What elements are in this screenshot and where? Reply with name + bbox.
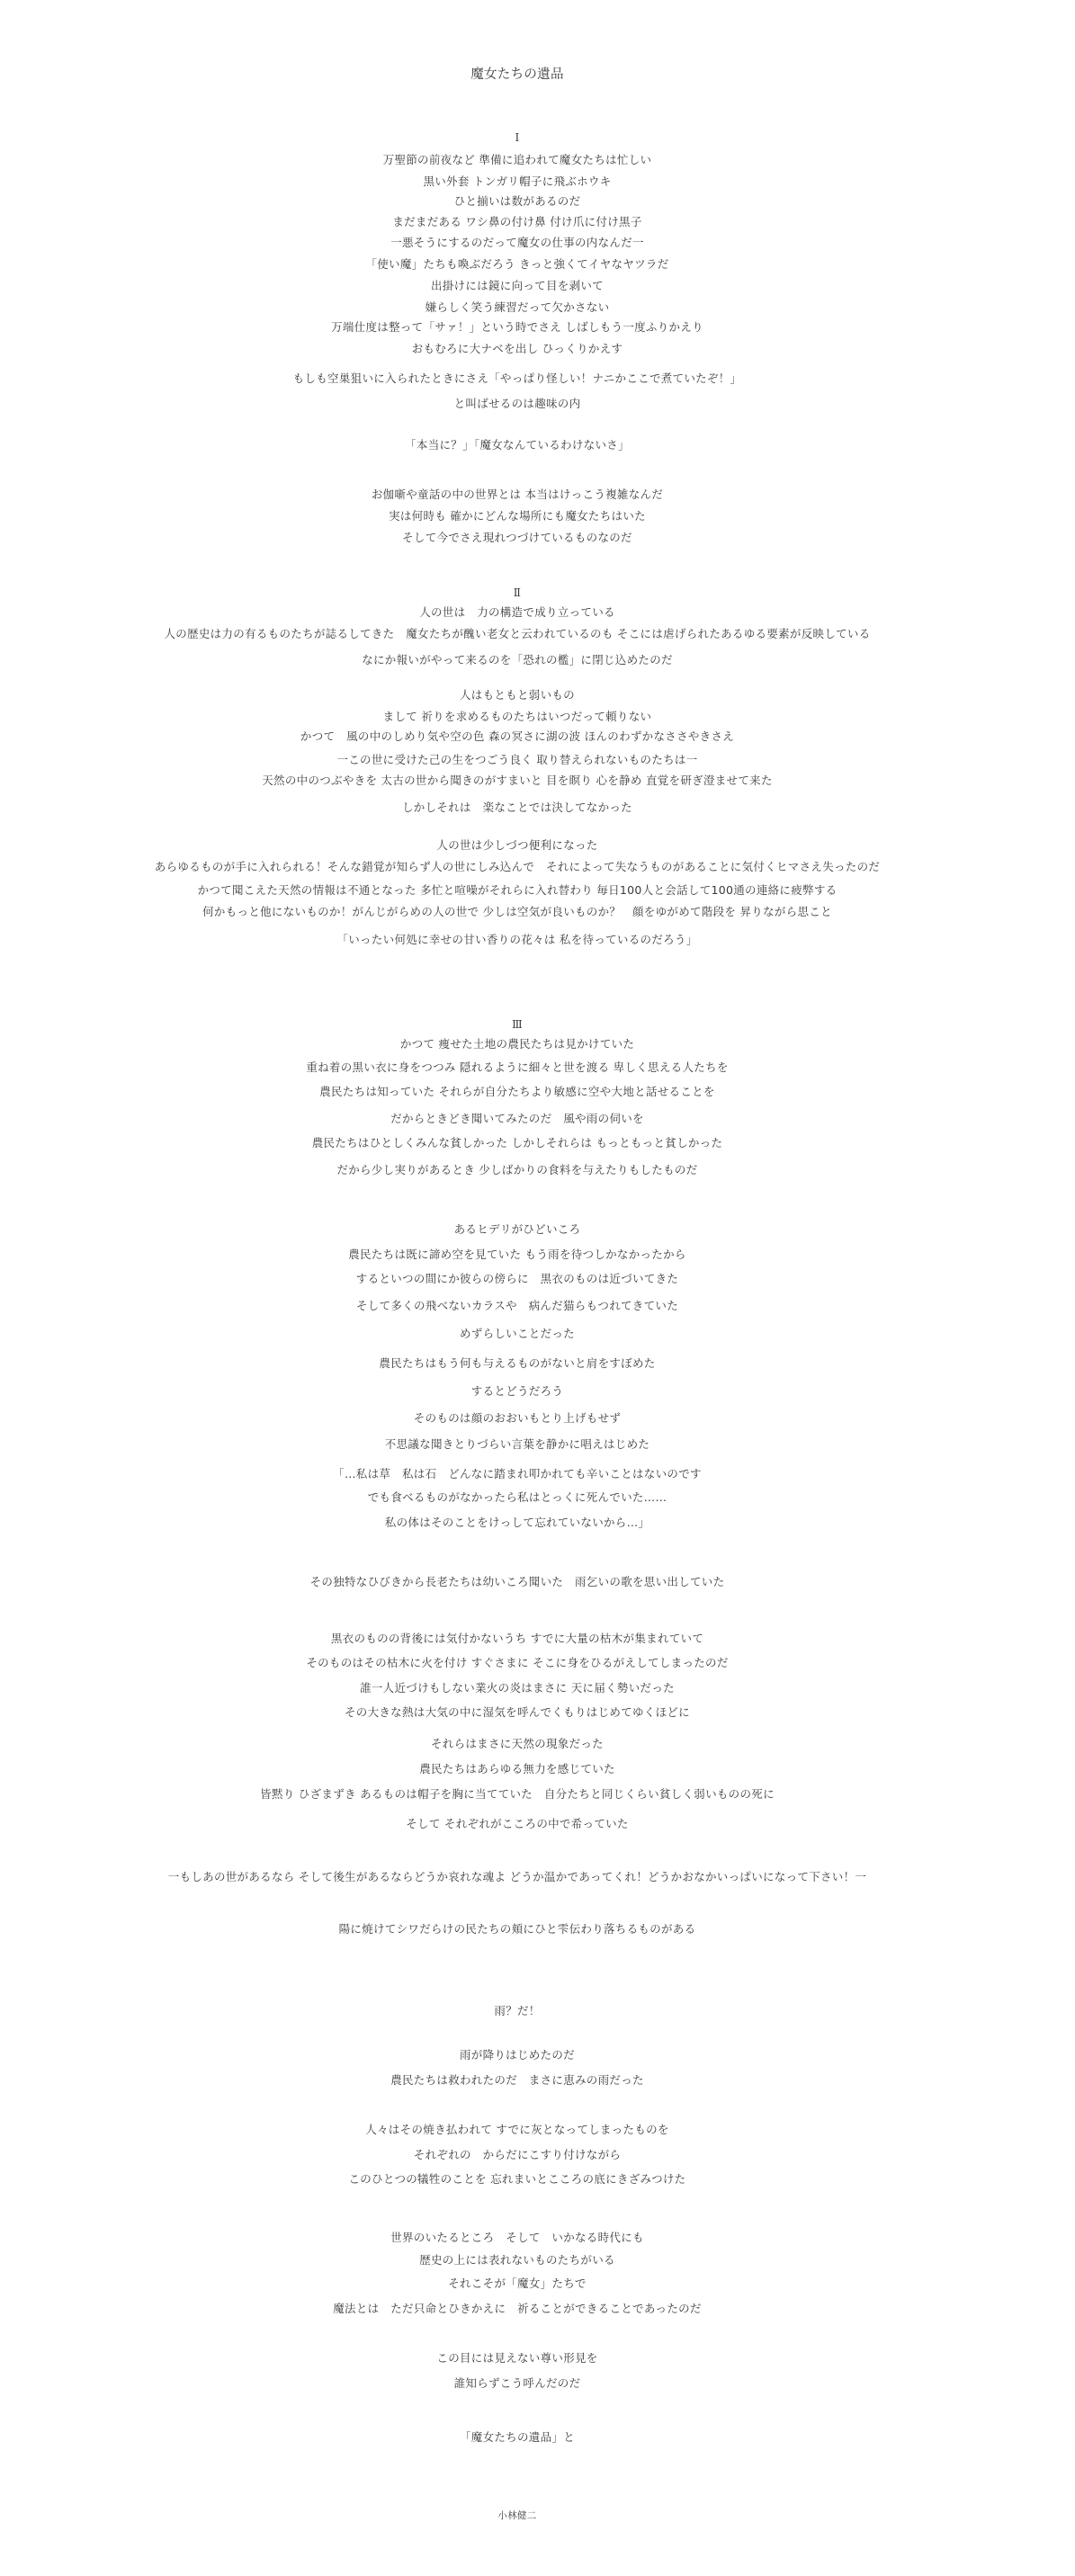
poem-line: 人の世は 力の構造で成り立っている bbox=[419, 605, 615, 619]
poem-line: 一もしあの世があるなら そして後生があるならどうか哀れな魂よ どうか温かであってくれ！どうかおなかいっぱいになって下さい！一 bbox=[167, 1870, 867, 1883]
section-numeral: Ⅱ bbox=[513, 586, 522, 599]
poem-line: おもむろに大ナベを出し ひっくりかえす bbox=[411, 342, 623, 355]
poem-line: そして今でさえ現れつづけているものなのだ bbox=[402, 531, 632, 544]
poem-line: そして多くの飛べないカラスや 病んだ猫らもつれてきていた bbox=[355, 1299, 679, 1312]
poem-line: でも食べるものがなかったら私はとっくに死んでいた…… bbox=[367, 1490, 667, 1504]
poem-line: その大きな熱は大気の中に湿気を呼んでくもりはじめてゆくほどに bbox=[344, 1705, 690, 1719]
poem-line: 「本当に？」「魔女なんているわけないさ」 bbox=[405, 438, 630, 452]
poem-line: 農民たちはあらゆる無力を感じていた bbox=[419, 1762, 615, 1775]
poem-line: 皆黙り ひざまずき あるものは帽子を胸に当てていた 自分たちと同じくらい貧しく弱いものの死に bbox=[260, 1787, 775, 1801]
poem-line: 世界のいたるところ そして いかなる時代にも bbox=[390, 2231, 644, 2244]
poem-line: 万端仕度は整って「サァ！」という時でさえ しばしもう一度ふりかえり bbox=[331, 320, 703, 334]
poem-line: 農民たちは救われたのだ まさに恵みの雨だった bbox=[390, 2073, 644, 2087]
poem-line: そのものは顔のおおいもとり上げもせず bbox=[413, 1411, 622, 1425]
poem-line: あらゆるものが手に入れられる！そんな錯覚が知らず人の世にしみ込んで それによって失なうものがあることに気付くヒマさえ失ったのだ bbox=[154, 860, 881, 873]
poem-line: 一悪そうにするのだって魔女の仕事の内なんだ一 bbox=[390, 236, 644, 249]
poem-line: しかしそれは 楽なことでは決してなかった bbox=[401, 801, 632, 814]
poem-line: あるヒデリがひどいころ bbox=[453, 1222, 581, 1236]
poem-line: このひとつの犠牲のことを 忘れまいとこころの底にきざみつけた bbox=[348, 2172, 686, 2186]
poem-line: 何かもっと他にないものか！がんじがらめの人の世で 少しは空気が良いものか？ 顔をゆがめて階段を 昇りながら思こと bbox=[202, 905, 832, 918]
poem-line: 「いったい何処に幸せの甘い香りの花々は 私を待っているのだろう」 bbox=[336, 933, 698, 946]
poem-line: 農民たちは既に諦め空を見ていた もう雨を待つしかなかったから bbox=[348, 1248, 686, 1261]
poem-line: だからときどき聞いてみたのだ 風や雨の伺いを bbox=[390, 1112, 644, 1125]
poem-line: お伽噺や童話の中の世界とは 本当はけっこう複雑なんだ bbox=[371, 487, 664, 501]
poem-line: もしも空巣狙いに入られたときにさえ「やっぱり怪しい！ナニかここで煮ていたぞ！」 bbox=[292, 371, 742, 385]
poem-line: かつて 風の中のしめり気や空の色 森の冥さに湖の波 ほんのわずかなささやきさえ bbox=[300, 729, 735, 743]
poem-line: 誰一人近づけもしない業火の炎はまさに 天に届く勢いだった bbox=[360, 1681, 675, 1695]
poem-line: 誰知らずこう呼んだのだ bbox=[453, 2376, 581, 2390]
poem-line: 不思議な聞きとりづらい言葉を静かに唱えはじめた bbox=[384, 1437, 650, 1451]
poem-line: それらはまさに天然の現象だった bbox=[430, 1737, 604, 1750]
poem-line: 人々はその焼き払われて すでに灰となってしまったものを bbox=[365, 2123, 669, 2136]
poem-line: 人の歴史は力の有るものたちが誌るしてきた 魔女たちが醜い老女と云われているのも そこには虐げられたあるゆる要素が反映している bbox=[164, 627, 871, 640]
poem-line: 人はもともと弱いもの bbox=[459, 688, 575, 702]
poem-line: 一この世に受けた己の生をつごう良く 取り替えられないものたちは一 bbox=[336, 753, 698, 766]
poem-line: 「…私は草 私は石 どんなに踏まれ叩かれても辛いことはないのです bbox=[333, 1467, 702, 1480]
poem-line: ひと揃いは数があるのだ bbox=[453, 194, 581, 208]
poem-line: 私の体はそのことをけっして忘れていないから…」 bbox=[384, 1516, 650, 1529]
poem-title: 魔女たちの遺品 bbox=[470, 67, 564, 82]
poem-line: かつて 痩せた土地の農民たちは見かけていた bbox=[399, 1037, 635, 1051]
poem-line: 歴史の上には表れないものたちがいる bbox=[419, 2253, 615, 2267]
poem-line: そのものはその枯木に火を付け すぐさまに そこに身をひるがえしてしまったのだ bbox=[306, 1656, 729, 1669]
section-numeral: Ⅰ bbox=[515, 131, 520, 144]
poem-line: それこそが「魔女」たちで bbox=[448, 2276, 587, 2290]
poem-line: 「使い魔」たちも喚ぶだろう きっと強くてイヤなヤツラだ bbox=[365, 257, 669, 271]
poem-line: 農民たちはひとしくみんな貧しかった しかしそれらは もっともっと貧しかった bbox=[311, 1136, 723, 1149]
poem-line: 黒衣のものの背後には気付かないうち すでに大量の枯木が集まれていて bbox=[330, 1632, 704, 1645]
poem-line: 農民たちはもう何も与えるものがないと肩をすぼめた bbox=[379, 1356, 656, 1370]
poem-line: 出掛けには鏡に向って目を剥いて bbox=[430, 279, 604, 292]
poem-line: その独特なひびきから長老たちは幼いころ聞いた 雨乞いの歌を思い出していた bbox=[309, 1575, 725, 1588]
poem-line: なにか報いがやって来るのを「恐れの檻」に閉じ込めたのだ bbox=[362, 653, 673, 666]
poem-line: 黒い外套 トンガリ帽子に飛ぶホウキ bbox=[423, 174, 612, 188]
poem-line: 陽に焼けてシワだらけの民たちの頬にひと雫伝わり落ちるものがある bbox=[338, 1922, 696, 1936]
poem-line: この目には見えない尊い形見を bbox=[436, 2351, 598, 2365]
poem-line: かつて聞こえた天然の情報は不通となった 多忙と喧噪がそれらに入れ替わり 毎日100人と会話して100通の連絡に疲弊する bbox=[197, 883, 838, 897]
poem-line: まして 祈りを求めるものたちはいつだって頼りない bbox=[382, 710, 652, 723]
poem-line: それぞれの からだにこすり付けながら bbox=[413, 2148, 622, 2161]
poem-line: 万聖節の前夜など 準備に追われて魔女たちは忙しい bbox=[382, 153, 652, 166]
poem-line: そして それぞれがこころの中で希っていた bbox=[406, 1817, 629, 1830]
poem-line: 雨？だ！ bbox=[494, 2004, 541, 2017]
poem-line: 農民たちは知っていた それらが自分たちより敏感に空や大地と話せることを bbox=[319, 1085, 715, 1098]
poem-line: だから少し実りがあるとき 少しばかりの食料を与えたりもしたものだ bbox=[336, 1163, 698, 1176]
author-name: 小林健二 bbox=[497, 2510, 537, 2521]
poem-line: するとどうだろう bbox=[470, 1384, 564, 1398]
poem-line: 雨が降りはじめたのだ bbox=[459, 2048, 575, 2062]
poem-line: 実は何時も 確かにどんな場所にも魔女たちはいた bbox=[389, 509, 646, 523]
poem-line: 重ね着の黒い衣に身をつつみ 隠れるように細々と世を渡る 卑しく思える人たちを bbox=[306, 1060, 729, 1074]
section-numeral: Ⅲ bbox=[512, 1018, 523, 1031]
poem-line: まだまだある ワシ鼻の付け鼻 付け爪に付け黒子 bbox=[392, 215, 642, 228]
poem-line: 人の世は少しづつ便利になった bbox=[436, 838, 598, 852]
poem-line: するといつの間にか彼らの傍らに 黒衣のものは近づいてきた bbox=[355, 1272, 679, 1285]
poem-line: 「魔女たちの遺品」と bbox=[459, 2430, 575, 2444]
poem-line: 天然の中のつぶやきを 太古の世から聞きのがすまいと 目を瞑り 心を静め 直覚を研ぎ澄ませて来た bbox=[262, 774, 773, 787]
poem-line: めずらしいことだった bbox=[459, 1327, 575, 1340]
poem-line: 嫌らしく笑う練習だって欠かさない bbox=[425, 300, 610, 314]
poem-line: と叫ばせるのは趣味の内 bbox=[453, 397, 581, 410]
poem-line: 魔法とは ただ只命とひきかえに 祈ることができることであったのだ bbox=[333, 2302, 702, 2315]
